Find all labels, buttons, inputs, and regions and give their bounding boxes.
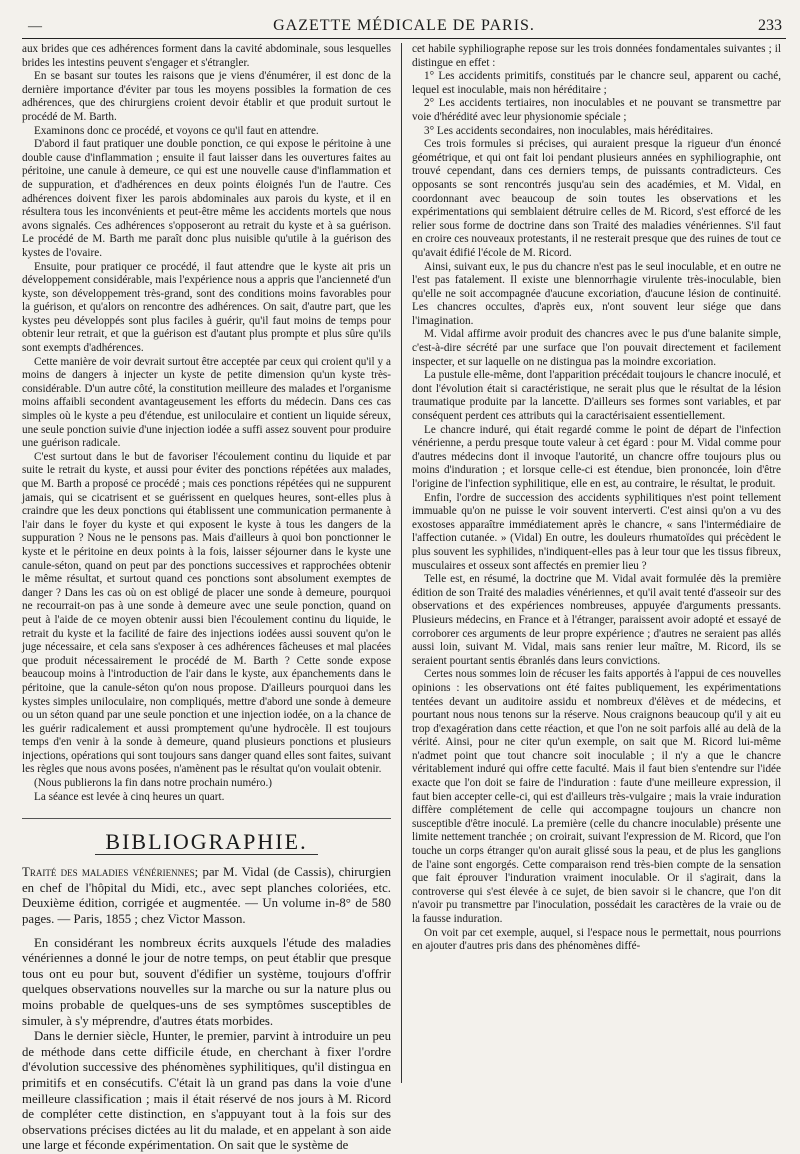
column-rule [401,43,402,1083]
right-paragraph: On voit par cet exemple, auquel, si l'espace nous le permettait, nous pourrions en ajouter d'autres pris dans des phénomènes diffé- [412,926,781,953]
section-divider [22,818,391,819]
left-paragraph: Examinons donc ce procédé, et voyons ce qu'il faut en attendre. [34,124,319,137]
right-paragraph: Enfin, l'ordre de succession des accidents syphilitiques n'est point tellement immuable qu'on ne puisse le voir souvent interverti. C'est ainsi qu'on a vu des exostoses apparaître immédiatement après le chancre, « sans l'intermédiaire de l'affection cutanée. » (Vidal) En outre, les douleurs rhumatoïdes qui précèdent le plus souvent les syphilides, n'indiquent-elles pas à leur tour que les tissus fibreux, musculaires et osseux sont affectés en premier lieu ? [412,491,781,572]
right-paragraph: Certes nous sommes loin de récuser les faits apportés à l'appui de ces nouvelles opinions : les observations ont été faites publiquement, les expérimentations tentées devant un auditoire assidu et nombreux d'élèves et de médecins, et pourtant nous nous tenons sur la réserve. Nous craignons beaucoup qu'il y ait eu trop d'exagération dans cette réaction, et que l'on ne soit parfois allé au delà de la vérité. Ainsi, pour ne citer qu'un exemple, on sait que M. Ricord lui-même n'admet point que tout chancre soit inoculable ; il n'y a que le chancre véritablement induré qui offre cette faculté. Mais il faut bien s'entendre sur l'idée exacte que l'on doit se faire de l'induration : faute d'une meilleure expression, il faut bien accepter celle-ci, qui est d'ailleurs très-vulgaire ; mais la vraie induration diffère complétement de celle qui accompagne toujours un chancre non susceptible d'être inoculé. La première (celle du chancre inoculable) présente une limite nettement tranchée ; on croirait, suivant l'expression de M. Ricord, que l'on touche un corps étranger qu'on aurait glissé sous la peau, et de plus les ganglions de l'aine sont engorgés. Cette comparaison rend très-bien compte de la sensation que fait éprouver l'induration vraiment inoculable. Or il s'agirait, dans la controverse qui s'est élevée à ce sujet, de bien savoir si le chancre, que l'on dit n'avoir pu transmettre par l'inoculation, possédait les caractères de la vraie ou de la fausse induration. [412,668,781,925]
left-paragraph: Ensuite, pour pratiquer ce procédé, il faut attendre que le kyste ait pris un développement considérable, mais l'expérience nous a appris que l'ancienneté d'un kyste, son développement très-grand, sont des conditions moins favorables pour la guérison, et qu'alors on rencontre des adhérences. On sait, d'autre part, que les kystes peu développés sont plus faciles à guérir, qu'il faut moins de temps pour obtenir leur retrait, et que la guérison est d'autant plus prompte et plus sûre qu'ils sont exempts d'adhérences. [22,260,391,355]
review-paragraph: En considérant les nombreux écrits auxquels l'étude des maladies vénériennes a donné le jour de notre temps, on peut établir que presque tous ont eu pour but, souvent d'édifier un système, toujours d'offrir quelques observations nouvelles sur la marche ou sur la nature plus ou moins probable de quelques-uns de ses symptômes susceptibles de simuler, à s'y méprendre, d'autres états morbides. [22,935,391,1028]
left-paragraph: En se basant sur toutes les raisons que je viens d'énumérer, il est donc de la dernière importance d'éviter par tous les moyens possibles la formation de ces adhérences, que des chirurgiens croient devoir établir et que produit surtout le procédé de M. Barth. [22,70,391,123]
right-paragraph: Ainsi, suivant eux, le pus du chancre n'est pas le seul inoculable, et en outre ne l'est pas fatalement. Il existe une blennorrhagie virulente très-inoculable, bien qu'elle ne soit accompagnée d'aucune excoriation, d'aucune lésion de continuité. Les chancres occultes, d'après eux, n'ont souvent leur siége que dans l'imagination. [412,260,781,327]
review-paragraph: Dans le dernier siècle, Hunter, le premier, parvint à introduire un peu de méthode dans cette difficile étude, en cherchant à fixer l'ordre d'évolution successive des phénomènes syphilitiques, qu'il distingua en primitifs et en consécutifs. C'était là un grand pas dans la voie d'une meilleure classification ; mais il était réservé de nos jours à M. Ricord de compléter cette distinction, en s'appuyant tout à la fois sur des observations précises dictées au lit du malade, et en appelant à son aide une large et féconde expérimentation. On sait que le système de [22,1029,391,1153]
right-column [406,43,781,1083]
bibliography-heading [22,829,391,855]
reference-title: Traité des maladies vénériennes [22,865,195,880]
right-paragraph: Le chancre induré, qui était regardé comme le point de départ de l'infection vénérienne, a perdu presque toute valeur à cet égard : pour M. Vidal comme pour d'autres médecins dont il invoque l'autorité, un chancre offre toujours plus ou moins d'induration ; et lorsque celle-ci est étendue, bien prononcée, loin d'être l'origine de l'infection syphilitique, elle en est, au contraire, le résultat, le produit. [412,423,781,490]
continuation-note: (Nous publierons la fin dans notre prochain numéro.) [34,777,272,790]
right-paragraph: Ces trois formules si précises, qui auraient presque la rigueur d'un énoncé géométrique, et qui ont fait loi pendant plusieurs années en syphiliographie, ont trouvé cependant, dans ces derniers temps, de puissants contradicteurs. Ces opposants se sont rencontrés jusqu'au sein des académies, et M. Vidal, en coordonnant avec beaucoup de soin toutes les observations et les expérimentations qui semblaient détruire celles de M. Ricord, s'est efforcé de les relier sous forme de doctrine dans son Traité des maladies vénériennes. S'il faut en croire ces nouveaux protestants, il ne resterait presque que des ruines de tout ce qu'avait édifié l'école de M. Ricord. [412,138,781,259]
reference-details: ; par M. Vidal (de Cassis), chirurgien en chef de l'hôpital du Midi, etc., avec sept planches coloriées, etc. Deuxième édition, corrigée et augmentée. — Un volume in-8° de 580 pages. — Paris, 1855 ; chez Victor Masson. [22,865,392,927]
header-mark: — [28,19,42,34]
bibliography-heading-text: BIBLIOGRAPHIE. [95,829,317,855]
text-columns [22,43,786,1153]
right-paragraph: 3° Les accidents secondaires, non inoculables, mais héréditaires. [424,124,714,137]
left-paragraph: Cette manière de voir devrait surtout être acceptée par ceux qui croient qu'il y a moins de dangers à injecter un kyste de petite dimension qu'un kyste très-considérable. D'un autre côté, la constitution meilleure des malades et l'organisme moins affaibli secondent avantageusement les efforts du médecin. Dans ces cas simples où le kyste a peu d'étendue, est uniloculaire et contient un liquide séreux, une seule ponction suivie d'une injection iodée a suffi assez souvent pour produire une guérison radicale. [22,355,391,450]
left-paragraph: C'est surtout dans le but de favoriser l'écoulement continu du liquide et par suite le retrait du kyste, et aussi pour éviter des ponctions répétées aux malades, que M. Barth a proposé ce procédé ; mais ces ponctions répétées qui ne suppurent jamais, qui se cicatrisent et se guérissent en quelques heures, sont-elles plus à craindre que les deux ponctions qui établissent une communication permanente à l'air dans le foyer du kyste et qui exposent le kyste à tous les dangers de la suppuration ? Nous ne le pensons pas. Mais d'ailleurs à quoi bon ponctionner le kyste et le péritoine en deux points à la fois, laisser séjourner dans le kyste une canule-séton, quand on peut par des ponctions successives et rapprochées obtenir le même résultat, et surtout quand ces ponctions sont absolument exemptes de danger ? Dans les cas où on est obligé de placer une sonde à demeure, pourquoi ne recourrait-on pas à une sonde à demeure avec une seule ponction, quand on peut à l'aide de ce moyen obtenir aussi bien l'écoulement continu du liquide, le retrait du kyste et la facilité de faire des injections iodées aussi souvent qu'on le juge nécessaire, et cela sans s'exposer à ces adhérences fâcheuses et mal placées que produit nécessairement le procédé de M. Barth ? Cette sonde expose beaucoup moins à l'introduction de l'air dans le kyste, aux épanchements dans le péritoine, que la canule-séton qu'on nous propose. D'ailleurs pourquoi dans les kystes simples uniloculaire, non compliqués, mettre d'abord une sonde à demeure ou un séton quand par une seule ponction et une injection iodée, on a la chance de les guérir radicalement et aussi promptement qu'une hydrocèle. Il est toujours temps d'en venir à la sonde à demeure, quand plusieurs ponctions et plusieurs injections, opérations qui sont toujours sans danger quand elles sont faites, suivant les règles que nous avons posées, n'amènent pas le résultat qu'on voulait obtenir. [22,450,391,776]
left-paragraph: D'abord il faut pratiquer une double ponction, ce qui expose le péritoine à une double cause d'inflammation ; ensuite il faut laisser dans les ouvertures faites au péritoine, une canule à demeure, ce qui est une nouvelle cause d'inflammation et de suppuration, et d'adhérences en deux points éloignés l'un de l'autre. Ces adhérences doivent fixer les parois abdominales aux parois du kyste, et il en résultera tous les inconvénients et peut-être même les accidents mortels que nous avons signalés. Ces adhérences s'opposeront au retrait du kyste et à sa guérison. Le procédé de M. Barth me paraît donc plus nuisible qu'utile à la guérison des kystes de l'ovaire. [22,138,391,259]
page-number: 233 [758,17,782,34]
journal-title: GAZETTE MÉDICALE DE PARIS. [273,17,535,34]
right-paragraph: M. Vidal affirme avoir produit des chancres avec le pus d'une balanite simple, c'est-à-dire sécrété par une surface que l'on pouvait directement et facilement inspecter, et sur laquelle on ne distingua pas la moindre excoriation. [412,328,781,368]
right-paragraph: 2° Les accidents tertiaires, non inoculables et ne pouvant se transmettre par voie d'hérédité avec leur physionomie spéciale ; [412,97,781,123]
session-closing: La séance est levée à cinq heures un quart. [34,790,225,803]
page-header [22,14,786,39]
bibliography-reference [22,865,391,927]
right-paragraph: 1° Les accidents primitifs, constitués par le chancre seul, apparent ou caché, lequel est inoculable, mais non héréditaire ; [412,70,781,96]
review-body [22,936,391,1154]
left-column [22,43,397,1153]
right-paragraph: La pustule elle-même, dont l'apparition précédait toujours le chancre inoculé, et dont l'évolution était si caractéristique, ne serait plus que le résultat de la lésion traumatique produite par la lancette. D'ailleurs ses formes sont variables, et par conséquent perdent ces attributs qui la caractérisaient essentiellement. [412,369,781,423]
right-paragraph: Telle est, en résumé, la doctrine que M. Vidal avait formulée dès la première édition de son Traité des maladies vénériennes, et qu'il avait tenté d'asseoir sur des observations et des expériences nombreuses, appuyée d'arguments pressants. Plusieurs médecins, en France et à l'étranger, paraissent avoir adopté et essayé de corroborer ces arguments de leur propre expérience ; d'autres ne seraient pas allés aussi loin, suivant M. Vidal, mais sans renier leur maître, M. Ricord, ils se seraient pourtant sentis ébranlés dans leurs convictions. [412,573,781,667]
right-paragraph: cet habile syphiliographe repose sur les trois données fondamentales suivantes ; il distingue en effet : [412,43,781,69]
left-paragraph: aux brides que ces adhérences forment dans la cavité abdominale, sous lesquelles brides les intestins peuvent s'engager et s'étrangler. [22,43,391,69]
